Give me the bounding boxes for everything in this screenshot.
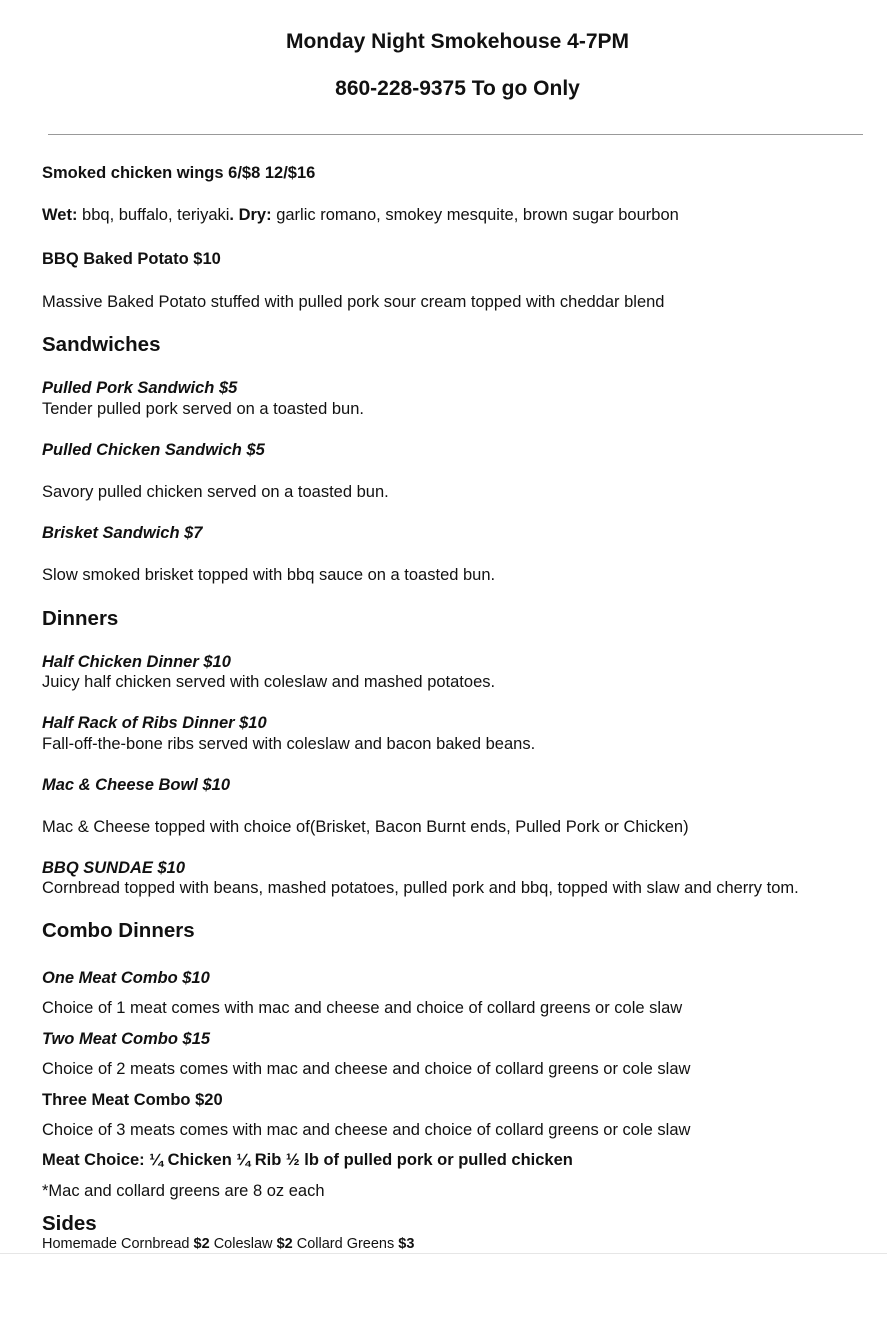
sides-list <box>42 1236 414 1252</box>
header-divider <box>48 134 863 135</box>
combo-item-desc: Choice of 1 meat comes with mac and cheese and choice of collard greens or cole slaw <box>42 999 683 1017</box>
side-item-name: Collard Greens <box>292 1236 399 1252</box>
potato-desc: Massive Baked Potato stuffed with pulled pork sour cream topped with cheddar blend <box>42 293 665 311</box>
dinner-item-desc: Juicy half chicken served with coleslaw and mashed potatoes. <box>42 673 496 691</box>
sandwich-item-name: Pulled Chicken Sandwich $5 <box>42 441 265 459</box>
portion-note: *Mac and collard greens are 8 oz each <box>42 1182 325 1200</box>
sandwich-item-name: Pulled Pork Sandwich $5 <box>42 379 238 397</box>
combo-item-name: Two Meat Combo $15 <box>42 1030 211 1048</box>
dinner-item-name: Half Rack of Ribs Dinner $10 <box>42 714 267 732</box>
side-item-name: Coleslaw <box>209 1236 277 1252</box>
dinners-heading: Dinners <box>42 607 119 630</box>
meat-choice: Meat Choice: ¼ Chicken ¼ Rib ½ lb of pulled pork or pulled chicken <box>42 1151 573 1169</box>
potato-heading: BBQ Baked Potato $10 <box>42 250 221 268</box>
dry-label: . Dry: <box>229 206 272 224</box>
sides-heading: Sides <box>42 1212 97 1235</box>
wet-label: Wet: <box>42 206 78 224</box>
side-item-price: $2 <box>276 1236 293 1252</box>
sandwich-item-desc: Slow smoked brisket topped with bbq sauce on a toasted bun. <box>42 566 496 584</box>
sandwiches-heading: Sandwiches <box>42 333 161 356</box>
dinner-item-name: BBQ SUNDAE $10 <box>42 859 186 877</box>
menu-title: Monday Night Smokehouse 4-7PM <box>285 30 630 53</box>
sandwich-item-desc: Tender pulled pork served on a toasted bun. <box>42 400 364 418</box>
dinner-item-desc: Mac & Cheese topped with choice of(Brisket, Bacon Burnt ends, Pulled Pork or Chicken) <box>42 818 689 836</box>
combos-heading: Combo Dinners <box>42 919 195 942</box>
wet-text: bbq, buffalo, teriyaki <box>77 206 230 224</box>
side-item-price: $2 <box>193 1236 210 1252</box>
wings-options <box>42 206 679 225</box>
phone-line: 860-228-9375 To go Only <box>335 77 580 100</box>
side-item-price: $3 <box>398 1236 415 1252</box>
dinner-item-name: Half Chicken Dinner $10 <box>42 653 231 671</box>
dinner-item-desc: Cornbread topped with beans, mashed potatoes, pulled pork and bbq, topped with slaw and cherry tom. <box>42 879 799 897</box>
combo-item-desc: Choice of 3 meats comes with mac and cheese and choice of collard greens or cole slaw <box>42 1121 691 1139</box>
combo-item-desc: Choice of 2 meats comes with mac and cheese and choice of collard greens or cole slaw <box>42 1060 691 1078</box>
dinner-item-name: Mac & Cheese Bowl $10 <box>42 776 230 794</box>
side-item-name: Homemade Cornbread <box>42 1236 194 1252</box>
page-edge-divider <box>0 1253 887 1254</box>
wings-heading: Smoked chicken wings 6/$8 12/$16 <box>42 164 316 182</box>
dry-text: garlic romano, smokey mesquite, brown sugar bourbon <box>271 206 679 224</box>
combo-item-name: One Meat Combo $10 <box>42 969 210 987</box>
combo-item-name: Three Meat Combo $20 <box>42 1091 223 1109</box>
dinner-item-desc: Fall-off-the-bone ribs served with coleslaw and bacon baked beans. <box>42 735 536 753</box>
sandwich-item-desc: Savory pulled chicken served on a toasted bun. <box>42 483 389 501</box>
sandwich-item-name: Brisket Sandwich $7 <box>42 524 203 542</box>
